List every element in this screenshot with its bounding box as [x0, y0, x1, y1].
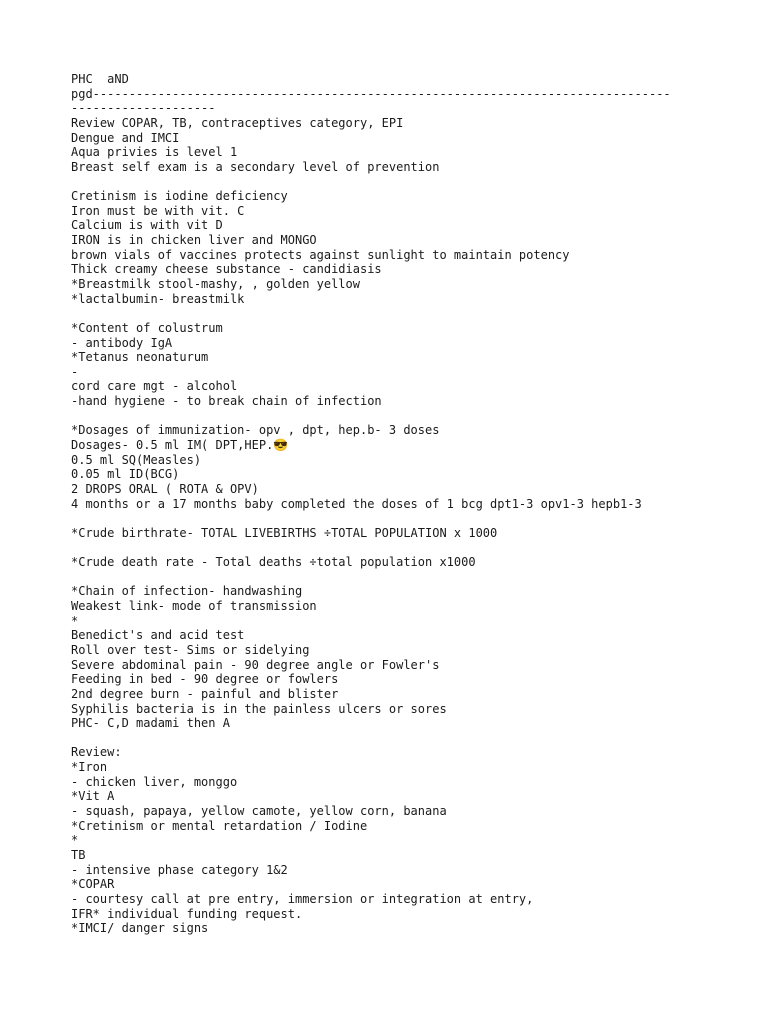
text-line: 2nd degree burn - painful and blister	[71, 686, 339, 701]
text-line: Benedict's and acid test	[71, 628, 245, 643]
text-line: IFR* individual funding request.	[71, 906, 303, 921]
text-line: brown vials of vaccines protects against sunlight to maintain potency	[71, 247, 570, 262]
text-line: *	[71, 833, 79, 848]
text-line: *Crude death rate - Total deaths ÷total population x1000	[71, 555, 476, 570]
text-line: 0.05 ml ID(BCG)	[71, 467, 180, 482]
text-line	[71, 174, 751, 189]
text-line: cord care mgt - alcohol	[71, 379, 238, 394]
text-line: Weakest link- mode of transmission	[71, 599, 317, 614]
text-line: *Cretinism or mental retardation / Iodine	[71, 818, 368, 833]
text-line: --------------------	[71, 101, 216, 116]
text-line: -	[71, 364, 79, 379]
text-line: *COPAR	[71, 877, 115, 892]
text-line: - intensive phase category 1&2	[71, 862, 288, 877]
text-line: - squash, papaya, yellow camote, yellow corn, banana	[71, 804, 447, 819]
text-line: 0.5 ml SQ(Measles)	[71, 452, 202, 467]
document-body	[71, 72, 751, 936]
text-line: Aqua privies is level 1	[71, 145, 238, 160]
text-line: Review COPAR, TB, contraceptives category, EPI	[71, 115, 404, 130]
text-line: *Breastmilk stool-mashy, , golden yellow	[71, 276, 360, 291]
text-line: Roll over test- Sims or sidelying	[71, 642, 310, 657]
text-line: Dengue and IMCI	[71, 130, 180, 145]
text-line: *Tetanus neonaturum	[71, 350, 209, 365]
text-line	[71, 570, 751, 585]
text-line: IRON is in chicken liver and MONGO	[71, 233, 317, 248]
text-line: Thick creamy cheese substance - candidiasis	[71, 262, 382, 277]
text-line: Feeding in bed - 90 degree or fowlers	[71, 672, 339, 687]
text-line: - antibody IgA	[71, 335, 173, 350]
text-line: *Iron	[71, 760, 108, 775]
text-line: pgd--------------------------------------------------------------------------------	[71, 86, 671, 101]
text-line: PHC aND	[71, 72, 129, 86]
text-line: TB	[71, 847, 86, 862]
text-line: *Vit A	[71, 789, 115, 804]
text-line: Syphilis bacteria is in the painless ulcers or sores	[71, 701, 447, 716]
text-line	[71, 541, 751, 556]
text-line: *	[71, 613, 79, 628]
text-line: Breast self exam is a secondary level of prevention	[71, 159, 440, 174]
text-line	[71, 409, 751, 424]
text-line: PHC- C,D madami then A	[71, 716, 230, 731]
text-line: *Chain of infection- handwashing	[71, 584, 303, 599]
text-line: Iron must be with vit. C	[71, 203, 245, 218]
text-line: -hand hygiene - to break chain of infection	[71, 394, 382, 409]
text-line: *Content of colustrum	[71, 320, 223, 335]
text-line: Review:	[71, 745, 122, 760]
text-line: Dosages- 0.5 ml IM( DPT,HEP.😎	[71, 438, 289, 453]
text-line: *Crude birthrate- TOTAL LIVEBIRTHS ÷TOTAL POPULATION x 1000	[71, 525, 498, 540]
text-line: - chicken liver, monggo	[71, 774, 238, 789]
text-line: *Dosages of immunization- opv , dpt, hep.b- 3 doses	[71, 423, 440, 438]
text-line	[71, 306, 751, 321]
text-line	[71, 731, 751, 746]
text-line	[71, 511, 751, 526]
text-line: Cretinism is iodine deficiency	[71, 189, 288, 204]
text-line: - courtesy call at pre entry, immersion or integration at entry,	[71, 891, 534, 906]
text-line: 2 DROPS ORAL ( ROTA & OPV)	[71, 481, 259, 496]
text-line: Calcium is with vit D	[71, 218, 223, 233]
text-line: *IMCI/ danger signs	[71, 921, 209, 936]
text-line: *lactalbumin- breastmilk	[71, 291, 245, 306]
text-line: 4 months or a 17 months baby completed the doses of 1 bcg dpt1-3 opv1-3 hepb1-3	[71, 496, 642, 511]
text-line: Severe abdominal pain - 90 degree angle or Fowler's	[71, 657, 440, 672]
